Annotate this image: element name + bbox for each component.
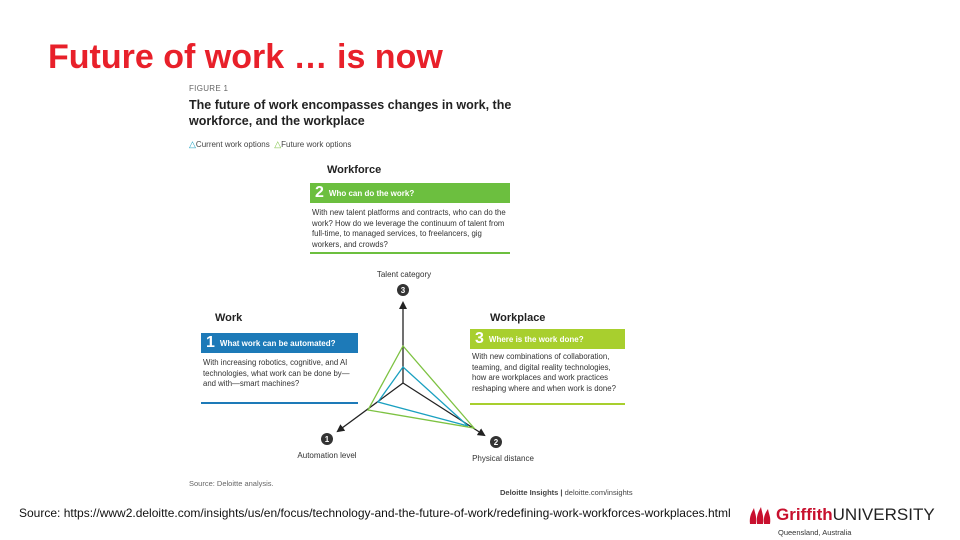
- current-triangle-icon: △: [189, 139, 196, 149]
- axis-1-number: 1: [324, 435, 330, 444]
- logo-subtitle: Queensland, Australia: [778, 528, 852, 537]
- workplace-number: 3: [475, 330, 484, 347]
- logo-word: UNIVERSITY: [832, 505, 935, 524]
- workplace-heading: Workplace: [490, 312, 546, 324]
- future-triangle-icon: △: [274, 139, 282, 149]
- workforce-heading: Workforce: [327, 164, 382, 176]
- footer-source: Source: https://www2.deloitte.com/insights/us/en/focus/technology-and-the-future-of-work/redefining-work-workforces-workplaces.html: [19, 506, 731, 520]
- logo-brand: Griffith: [776, 505, 833, 524]
- automation-axis-label: Automation level: [297, 451, 357, 460]
- work-heading: Work: [215, 312, 243, 324]
- credit-brand: Deloitte Insights: [500, 488, 559, 497]
- slide-title: Future of work … is now: [48, 38, 443, 76]
- figure-source: Source: Deloitte analysis.: [189, 479, 274, 488]
- work-question: What work can be automated?: [219, 338, 336, 348]
- future-options-triangle: [368, 346, 474, 428]
- axis-2-number: 2: [493, 438, 499, 447]
- talent-axis-label: Talent category: [376, 270, 432, 279]
- axis-3-number: 3: [400, 286, 406, 295]
- workplace-question: Where is the work done?: [488, 334, 584, 344]
- legend-future: Future work options: [281, 140, 352, 149]
- workforce-question: Who can do the work?: [328, 188, 415, 198]
- workplace-text: With new combinations of collaboration, teaming, and digital reality technologies, how are workplaces and work practices reshaping where and when work is done?: [472, 352, 616, 393]
- griffith-flame-icon: [748, 506, 774, 526]
- logo-wordmark: [776, 505, 935, 525]
- figure-title: The future of work encompasses changes in work, the workforce, and the workplace: [189, 98, 512, 128]
- credit-site: deloitte.com/insights: [564, 488, 633, 497]
- work-text: With increasing robotics, cognitive, and AI technologies, what work can be done by—and with—smart machines?: [203, 358, 350, 388]
- workforce-text: With new talent platforms and contracts, who can do the work? How do we leverage the continuum of talent from full-time, to managed services, to freelancers, gig workers, and crowds?: [312, 208, 506, 249]
- work-number: 1: [206, 334, 215, 351]
- automation-axis: [338, 383, 403, 431]
- legend-current: Current work options: [195, 140, 270, 149]
- workforce-number: 2: [315, 184, 324, 201]
- figure-credit: Deloitte Insights | deloitte.com/insights: [500, 488, 633, 497]
- figure-label: FIGURE 1: [189, 84, 229, 93]
- physical-axis-label: Physical distance: [472, 454, 534, 463]
